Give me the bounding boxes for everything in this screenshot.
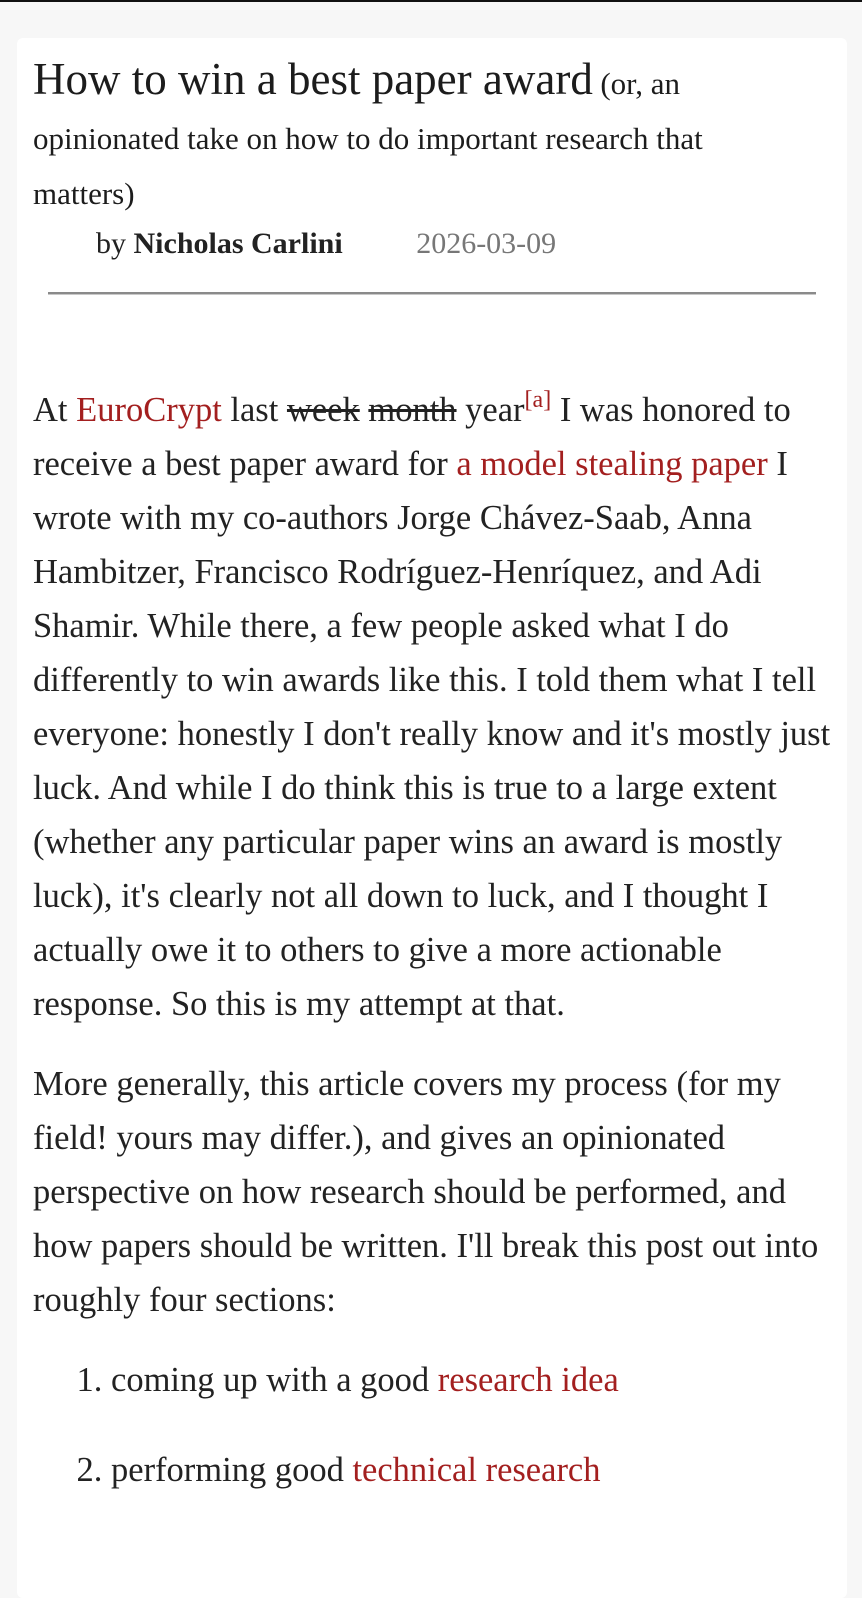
text-intro-rest: I wrote with my co-authors Jorge Chávez-Saab, Anna Hambitzer, Francisco Rodríguez-Henríquez, and Adi Shamir. While there, a few people asked what I do differently to win awards like this. I told them what I tell everyone: honestly I don't really know and it's mostly just luck. And while I do think this is true to a large extent (whether any particular paper wins an award is mostly luck), it's clearly not all down to luck, and I thought I actually owe it to others to give a more actionable response. So this is my attempt at that. xyxy=(33,445,831,1023)
struck-week: week xyxy=(286,391,360,429)
list-item-text: performing good xyxy=(111,1451,353,1489)
top-border xyxy=(0,0,862,2)
struck-month: month xyxy=(368,391,457,429)
overview-paragraph: More generally, this article covers my process (for my field! yours may differ.), and gives an opinionated perspective on how research should be performed, and how papers should be written. I'll break this post out into roughly four sections: xyxy=(33,1065,819,1319)
list-item-text: coming up with a good xyxy=(111,1361,438,1399)
sections-list xyxy=(33,1353,831,1497)
text-year: year xyxy=(456,391,525,429)
article-subtitle: (or, an opinionated take on how to do important research that matters) xyxy=(33,66,703,211)
technical-research-link[interactable]: technical research xyxy=(352,1451,601,1489)
by-label: by xyxy=(96,227,126,260)
text-at: At xyxy=(33,391,77,429)
eurocrypt-link[interactable]: EuroCrypt xyxy=(76,391,222,429)
list-item xyxy=(111,1353,831,1407)
publish-date: 2026-03-09 xyxy=(416,227,557,260)
model-stealing-paper-link[interactable]: a model stealing paper xyxy=(456,445,768,483)
author-name: Nicholas Carlini xyxy=(133,227,343,260)
footnote-a-link[interactable]: [a] xyxy=(524,387,552,413)
article-header xyxy=(33,52,793,222)
text-honored: I was honored to receive a best paper award for xyxy=(33,391,791,483)
article-card xyxy=(17,38,847,1598)
research-idea-link[interactable]: research idea xyxy=(437,1361,619,1399)
article-title: How to win a best paper award xyxy=(33,54,593,104)
header-divider xyxy=(48,292,816,295)
list-item xyxy=(111,1443,831,1497)
text-last: last xyxy=(221,391,287,429)
intro-paragraph xyxy=(33,383,833,1031)
byline xyxy=(33,224,831,264)
